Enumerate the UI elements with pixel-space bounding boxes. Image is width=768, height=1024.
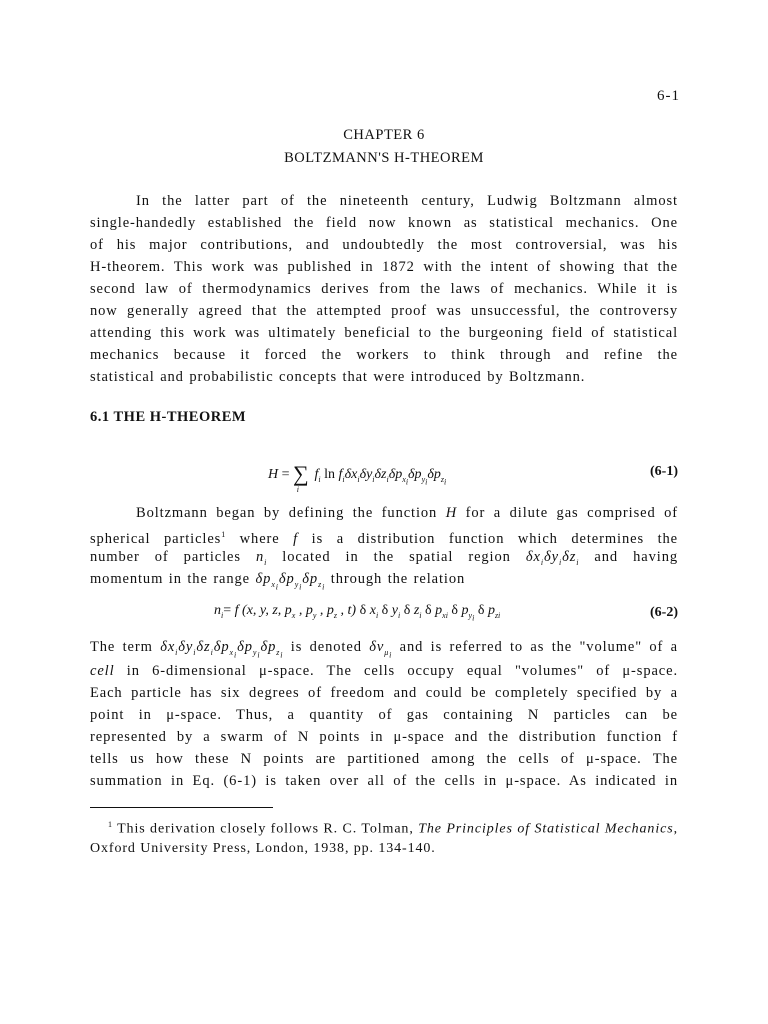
chapter-number: CHAPTER 6 <box>343 127 425 143</box>
intro-line: statistical and probabilistic concepts that were introduced by Boltzmann. <box>90 369 586 385</box>
section-heading: 6.1 THE H-THEOREM <box>90 409 247 425</box>
delta-v-mu-expr: $\delta v_{\mu_i}$ <box>369 639 393 660</box>
text: through the relation <box>325 571 466 587</box>
text: located in the spatial region <box>267 549 526 565</box>
book-title: The Principles of Statistical Mechanics <box>418 821 674 837</box>
footnote-ref: 1 <box>221 530 227 539</box>
equation-number-6-1: (6-1) <box>650 464 678 479</box>
intro-line: mechanics because it forced the workers to think through and refine the <box>90 347 678 363</box>
para3-line-6: tells us how these N points are partitioned among the cells of μ-space. The <box>90 751 678 767</box>
text: The term <box>90 639 161 655</box>
text: and is referred to as the "volume" of a <box>392 639 679 655</box>
text: number of particles <box>90 549 256 565</box>
equation-6-2: $n_i= f$ (x, y, z, $p_x$ , $p_y$ , $p_z$ , t) δ $x_i$ δ $y_i$ δ $z_i$ δ $p_{xi}$ δ $p_{y_i}$ δ $p_{zi}$ <box>214 603 501 623</box>
equation-number-6-2: (6-2) <box>650 605 678 620</box>
text: and having <box>579 549 678 565</box>
intro-line: single-handedly established the field now known as statistical mechanics. One <box>90 215 678 231</box>
intro-paragraph <box>90 190 678 212</box>
para3-line-5: represented by a swarm of N points in μ-space and the distribution function f <box>90 729 678 745</box>
intro-line: second law of thermodynamics derives from the laws of mechanics. While it is <box>90 281 678 297</box>
para3-line-4: point in μ-space. Thus, a quantity of gas containing N particles can be <box>90 707 678 723</box>
cell-term: cell <box>90 663 115 679</box>
volume-element-expr: $\delta x_i\delta y_i\delta z_i\delta p_{x_i}\delta p_{y_i}\delta p_{z_i}$ <box>160 639 284 660</box>
variable-H: H <box>445 505 458 521</box>
text: , Oxford University Press, London, 1938, pp. 134-140. <box>90 821 678 856</box>
spatial-region-expr: $\delta x_i\delta y_i\delta z_i$ <box>525 549 580 567</box>
variable-f: f <box>293 530 299 547</box>
intro-line: of his major contributions, and undoubtedly the most controversial, was his <box>90 237 678 253</box>
intro-line: now generally agreed that the attempted proof was unsuccessful, the controversy <box>90 303 678 319</box>
page-number: 6-1 <box>657 88 680 104</box>
footnote-mark: 1 <box>108 820 113 829</box>
momentum-range-expr: $\delta p_{x_i}\delta p_{y_i}\delta p_{z_i}$ <box>255 571 326 592</box>
text: in 6-dimensional μ-space. The cells occupy equal "volumes" of μ-space. <box>114 663 678 679</box>
text: spherical particles <box>90 530 222 547</box>
text: Boltzmann began by defining the function <box>136 505 446 521</box>
intro-paragraph-body <box>90 212 678 388</box>
text: momentum in the range <box>90 571 256 587</box>
text: where <box>226 530 294 547</box>
intro-line: H-theorem. This work was published in 1872 with the intent of showing that the <box>90 259 678 275</box>
para2-line-4 <box>90 568 678 598</box>
text: is a distribution function which determines the <box>298 530 678 547</box>
equation-6-1: $H = \sum_i$ $f_i$ $\ln f_i\delta x_i\delta y_i\delta z_i\delta p_{x_i}\delta p_{y_i}\delta p_{z_i}$ <box>268 461 447 494</box>
variable-n-i: $n_i$ <box>255 549 268 567</box>
footnote <box>90 815 678 858</box>
intro-line: In the latter part of the nineteenth century, Ludwig Boltzmann almost <box>136 193 678 209</box>
intro-line: attending this work was ultimately beneficial to the burgeoning field of statistical <box>90 325 678 341</box>
para3-line-2 <box>90 660 678 682</box>
text: for a dilute gas comprised of <box>457 505 678 521</box>
footnote-rule <box>90 807 273 808</box>
text: This derivation closely follows R. C. Tolman, <box>112 821 419 837</box>
para3-line-3: Each particle has six degrees of freedom and could be completely specified by a <box>90 685 678 701</box>
para2-line-1 <box>90 502 678 524</box>
chapter-title: BOLTZMANN'S H-THEOREM <box>284 150 484 166</box>
text: is denoted <box>283 639 370 655</box>
para3-line-7: summation in Eq. (6-1) is taken over all of the cells in μ-space. As indicated in <box>90 773 678 789</box>
